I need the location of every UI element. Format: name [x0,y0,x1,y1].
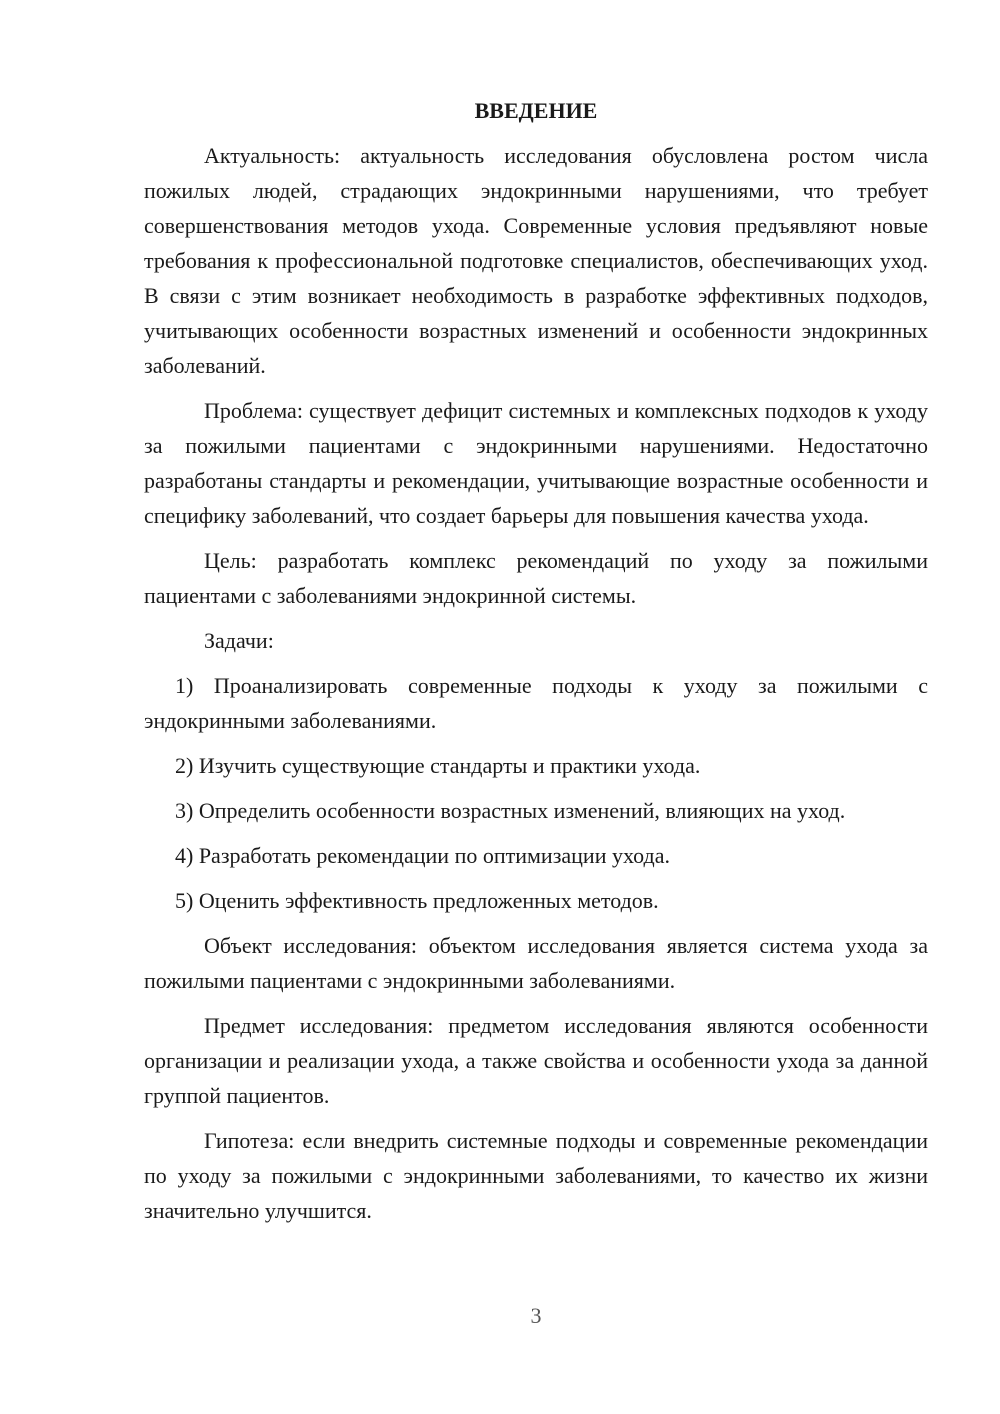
task-item-1: 1) Проанализировать современные подходы к уходу за пожилыми с эндокринными заболеваниями. [144,673,928,733]
page-number: 3 [530,1303,542,1328]
task-item-4: 4) Разработать рекомендации по оптимизации ухода. [175,843,670,868]
paragraph-relevance: Актуальность: актуальность исследования обусловлена ростом числа пожилых людей, страдающих эндокринными нарушениями, что требует совершенствования методов ухода. Современные условия предъявляют новые требования к профессиональной подготовке специалистов, обеспечивающих уход. В связи с этим возникает необходимость в разработке эффективных подходов, учитывающих особенности возрастных изменений и особенности эндокринных заболеваний. [144,143,928,378]
task-item-2: 2) Изучить существующие стандарты и практики ухода. [175,753,701,778]
page-content [144,96,928,1238]
paragraph-hypothesis: Гипотеза: если внедрить системные подходы и современные рекомендации по уходу за пожилыми с эндокринными заболеваниями, то качество их жизни значительно улучшится. [144,1128,928,1223]
paragraph-object: Объект исследования: объектом исследования является система ухода за пожилыми пациентами с эндокринными заболеваниями. [144,933,928,993]
paragraph-subject: Предмет исследования: предметом исследования являются особенности организации и реализации ухода, а также свойства и особенности ухода за данной группой пациентов. [144,1013,928,1108]
paragraph-goal: Цель: разработать комплекс рекомендаций по уходу за пожилыми пациентами с заболеваниями эндокринной системы. [144,548,928,608]
page-title: ВВЕДЕНИЕ [474,98,598,123]
tasks-heading: Задачи: [204,628,274,653]
task-item-3: 3) Определить особенности возрастных изменений, влияющих на уход. [175,798,846,823]
paragraph-problem: Проблема: существует дефицит системных и комплексных подходов к уходу за пожилыми пациентами с эндокринными нарушениями. Недостаточно разработаны стандарты и рекомендации, учитывающие возрастные особенности и специфику заболеваний, что создает барьеры для повышения качества ухода. [144,398,928,528]
task-item-5: 5) Оценить эффективность предложенных методов. [175,888,659,913]
